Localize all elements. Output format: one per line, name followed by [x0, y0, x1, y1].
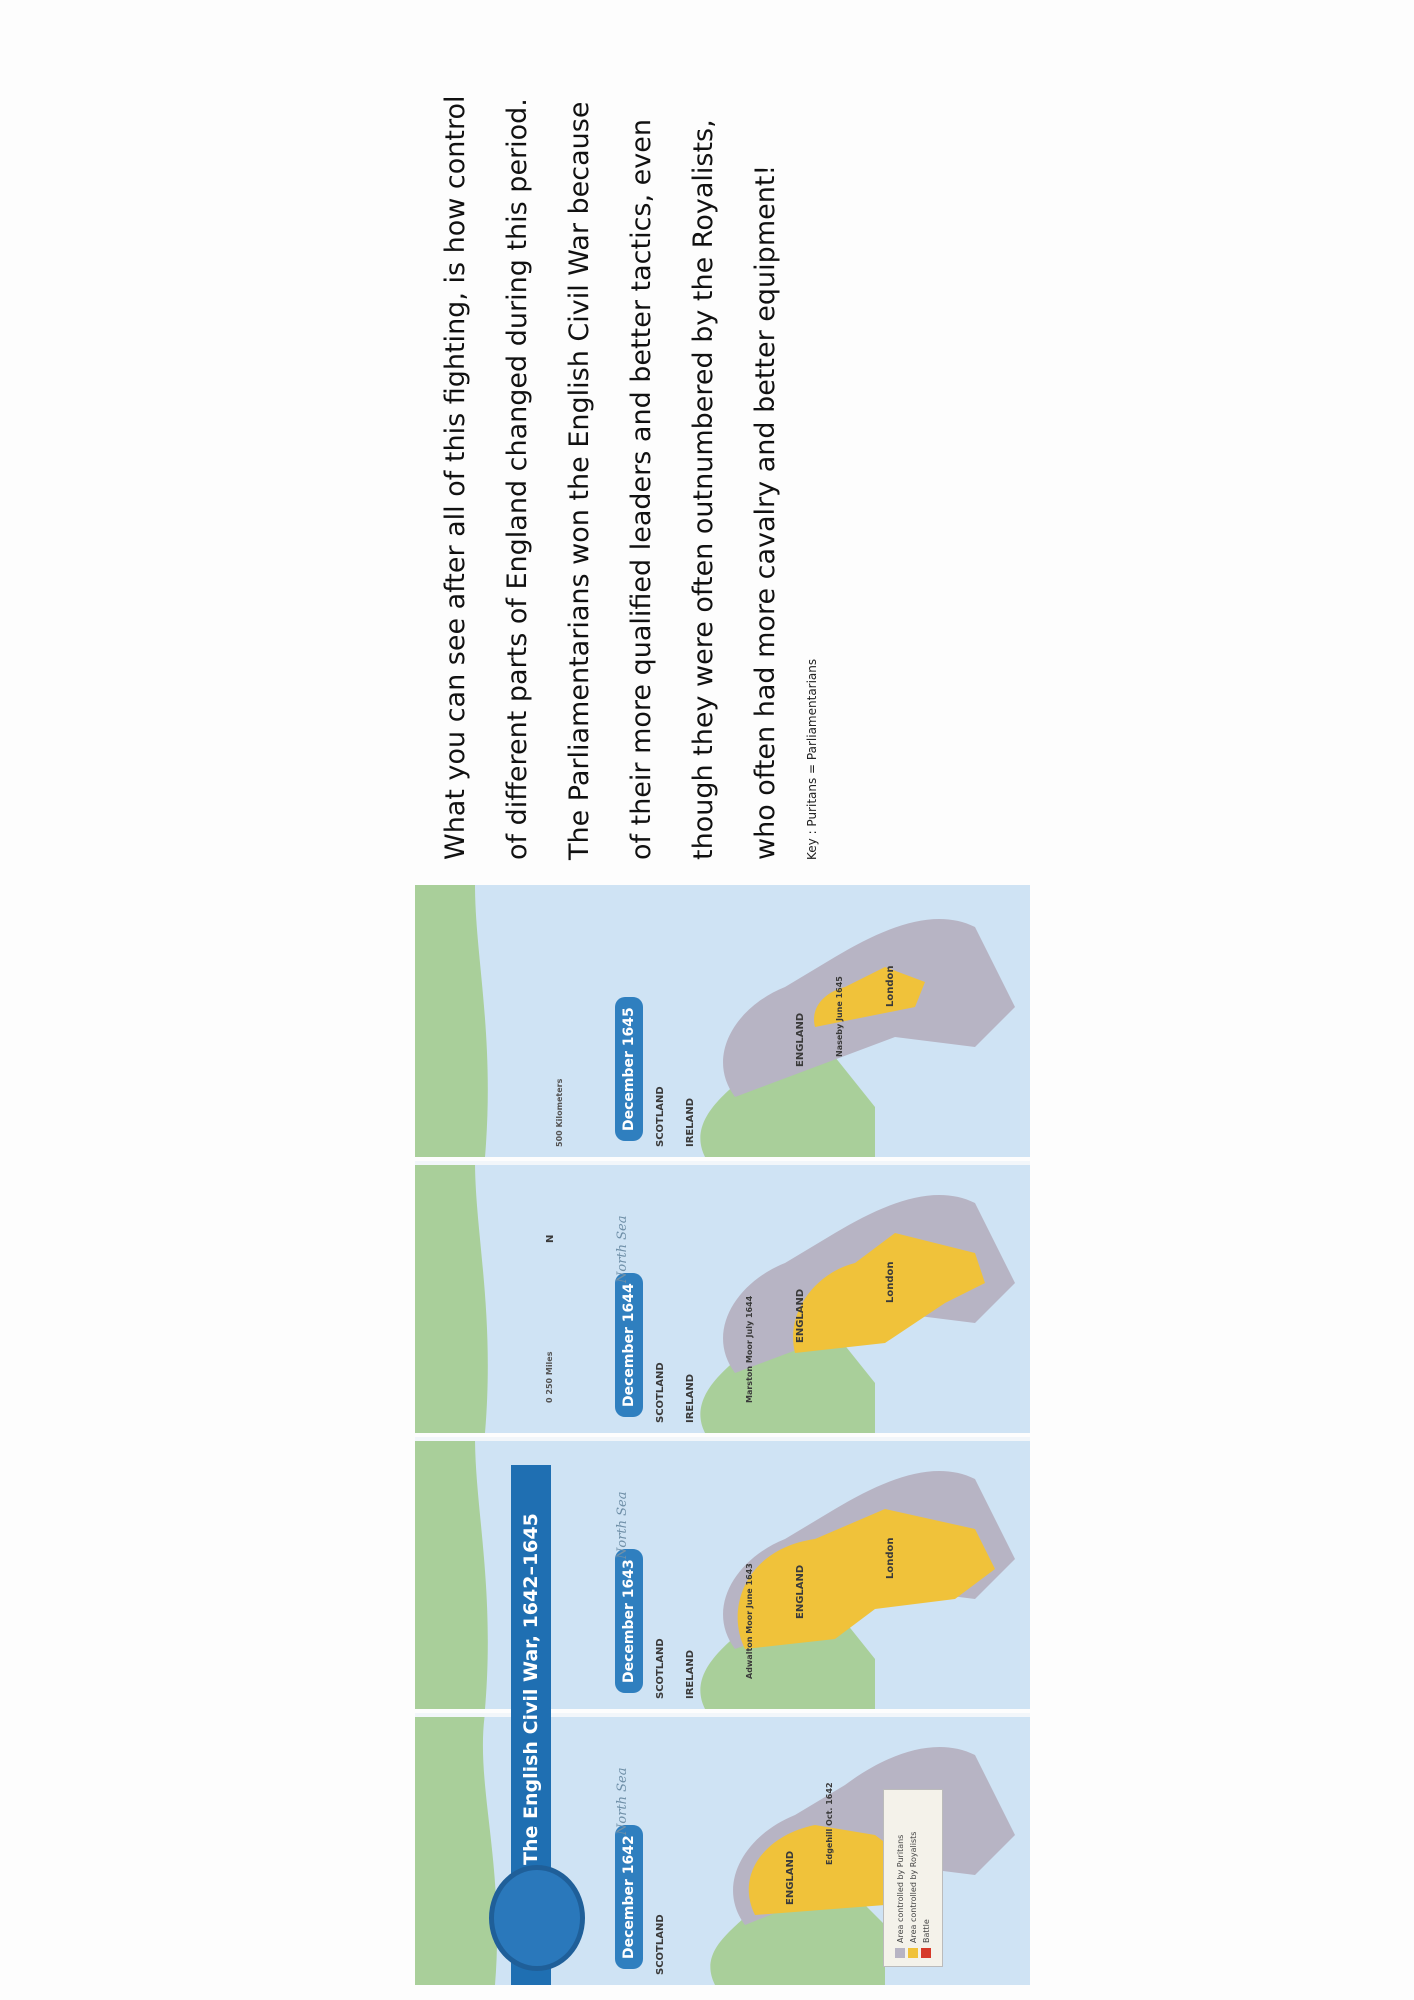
swatch-puritans	[895, 1948, 905, 1958]
explanation-paragraph: What you can see after all of this fighting, is how control of different parts of England changed during this period. The Parliamentarians won the English Civil War because of their more qualified leaders and better tactics, even though they were often outnumbered by the Royalists, who often had more cavalry and better equipment!	[440, 95, 781, 860]
map-title: The English Civil War, 1642–1645	[511, 1465, 551, 1985]
map-panel-1645	[415, 885, 1030, 1157]
map-panel-1644	[415, 1161, 1030, 1433]
explanation-block	[425, 80, 1065, 860]
map-graphic	[415, 1437, 1030, 1709]
label-london: London	[885, 965, 896, 1007]
scale-zero: 0	[545, 1397, 554, 1403]
panel-date: December 1645	[615, 997, 643, 1141]
label-england: ENGLAND	[795, 1012, 806, 1067]
battle-label: Edgehill Oct. 1642	[825, 1782, 834, 1865]
label-ireland: IRELAND	[685, 1373, 696, 1423]
civil-war-map	[415, 885, 1030, 1985]
label-england: ENGLAND	[785, 1850, 796, 1905]
panel-date: December 1644	[615, 1273, 643, 1417]
label-ireland: IRELAND	[685, 1649, 696, 1699]
map-legend	[883, 1789, 943, 1967]
battle-label: Adwalton Moor June 1643	[745, 1563, 754, 1679]
scale-miles: 250 Miles	[545, 1351, 554, 1395]
battle-label: Marston Moor July 1644	[745, 1295, 754, 1403]
label-london: London	[885, 1261, 896, 1303]
label-scotland: SCOTLAND	[655, 1086, 666, 1147]
label-north-sea: North Sea	[615, 1767, 630, 1835]
label-north-sea: North Sea	[615, 1215, 630, 1283]
map-graphic	[415, 885, 1030, 1157]
label-london: London	[885, 1537, 896, 1579]
label-north-sea: North Sea	[615, 1491, 630, 1559]
battle-icon	[921, 1948, 931, 1958]
label-scotland: SCOTLAND	[655, 1362, 666, 1423]
label-scotland: SCOTLAND	[655, 1914, 666, 1975]
legend-puritans: Area controlled by Puritans	[895, 1834, 905, 1943]
label-england: ENGLAND	[795, 1564, 806, 1619]
key-note: Key : Puritans = Parliamentarians	[805, 658, 819, 860]
scale-bar	[545, 1352, 554, 1404]
legend-battle: Battle	[921, 1919, 931, 1943]
panel-date: December 1642	[615, 1825, 643, 1969]
compass-icon: N	[545, 1234, 556, 1243]
swatch-royalists	[908, 1948, 918, 1958]
label-england: ENGLAND	[795, 1288, 806, 1343]
panel-date: December 1643	[615, 1549, 643, 1693]
battle-label: Naseby June 1645	[835, 976, 844, 1057]
globe-icon	[489, 1865, 585, 1971]
label-scotland: SCOTLAND	[655, 1638, 666, 1699]
map-graphic	[415, 1161, 1030, 1433]
label-ireland: IRELAND	[685, 1097, 696, 1147]
scale-km: 500 Kilometers	[555, 1078, 564, 1147]
map-panel-1643	[415, 1437, 1030, 1709]
legend-royalists: Area controlled by Royalists	[908, 1831, 918, 1943]
